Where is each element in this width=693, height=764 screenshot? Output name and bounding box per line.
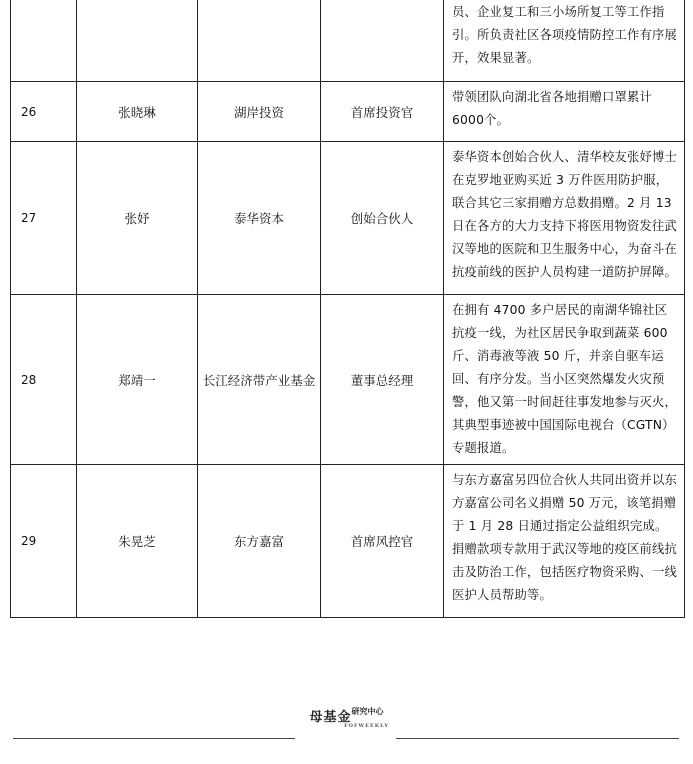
row-number: 26 xyxy=(11,82,77,142)
awardee-table xyxy=(10,0,685,618)
contribution-description: 与东方嘉富另四位合伙人共同出资并以东方嘉富公司名义捐赠 50 万元，该笔捐赠于 1 月 28 日通过指定公益组织完成。捐赠款项专款用于武汉等地的疫区前线抗击及防治工作，包括医疗物资采购、一线医护人员帮助等。 xyxy=(444,465,685,618)
person-name: 朱晃芝 xyxy=(77,465,198,618)
position-title: 董事总经理 xyxy=(321,295,444,465)
position-title: 创始合伙人 xyxy=(321,142,444,295)
logo-sup-text: 研究中心 xyxy=(351,706,384,716)
table-row xyxy=(11,0,685,82)
logo-main-text: 母基金 xyxy=(309,710,352,725)
footer-divider-left xyxy=(13,738,295,739)
position-title: 首席投资官 xyxy=(321,82,444,142)
company-name: 长江经济带产业基金 xyxy=(198,295,321,465)
company-name: 湖岸投资 xyxy=(198,82,321,142)
row-number xyxy=(11,0,77,82)
row-number: 27 xyxy=(11,142,77,295)
contribution-description: 在拥有 4700 多户居民的南湖华锦社区抗疫一线，为社区居民争取到蔬菜 600 斤、消毒液等液 50 斤，并亲自驱车运回、有序分发。当小区突然爆发火灾预警，他又第一时间赶往事发地参与灭火，其典型事迹被中国国际电视台（CGTN）专题报道。 xyxy=(444,295,685,465)
company-name: 泰华资本 xyxy=(198,142,321,295)
contribution-description: 带领团队向湖北省各地捐赠口罩累计6000个。 xyxy=(444,82,685,142)
position-title: 首席风控官 xyxy=(321,465,444,618)
table-row xyxy=(11,295,685,465)
person-name: 张妤 xyxy=(77,142,198,295)
logo-tiny-text: FOFWEEKLY xyxy=(344,723,389,729)
footer-logo xyxy=(0,706,693,729)
person-name: 张晓琳 xyxy=(77,82,198,142)
table-row xyxy=(11,465,685,618)
contribution-description: 员、企业复工和三小场所复工等工作指引。所负责社区各项疫情防控工作有序展开，效果显著。 xyxy=(444,0,685,82)
company-name xyxy=(198,0,321,82)
position-title xyxy=(321,0,444,82)
company-name: 东方嘉富 xyxy=(198,465,321,618)
table-row xyxy=(11,142,685,295)
person-name xyxy=(77,0,198,82)
row-number: 29 xyxy=(11,465,77,618)
footer-divider-right xyxy=(396,738,679,739)
row-number: 28 xyxy=(11,295,77,465)
table-row xyxy=(11,82,685,142)
contribution-description: 泰华资本创始合伙人、清华校友张妤博士在克罗地亚购买近 3 万件医用防护服，联合其它三家捐赠方总数捐赠。2 月 13 日在各方的大力支持下将医用物资发往武汉等地的医院和卫生服务中心，为奋斗在抗疫前线的医护人员构建一道防护屏障。 xyxy=(444,142,685,295)
person-name: 郑靖一 xyxy=(77,295,198,465)
